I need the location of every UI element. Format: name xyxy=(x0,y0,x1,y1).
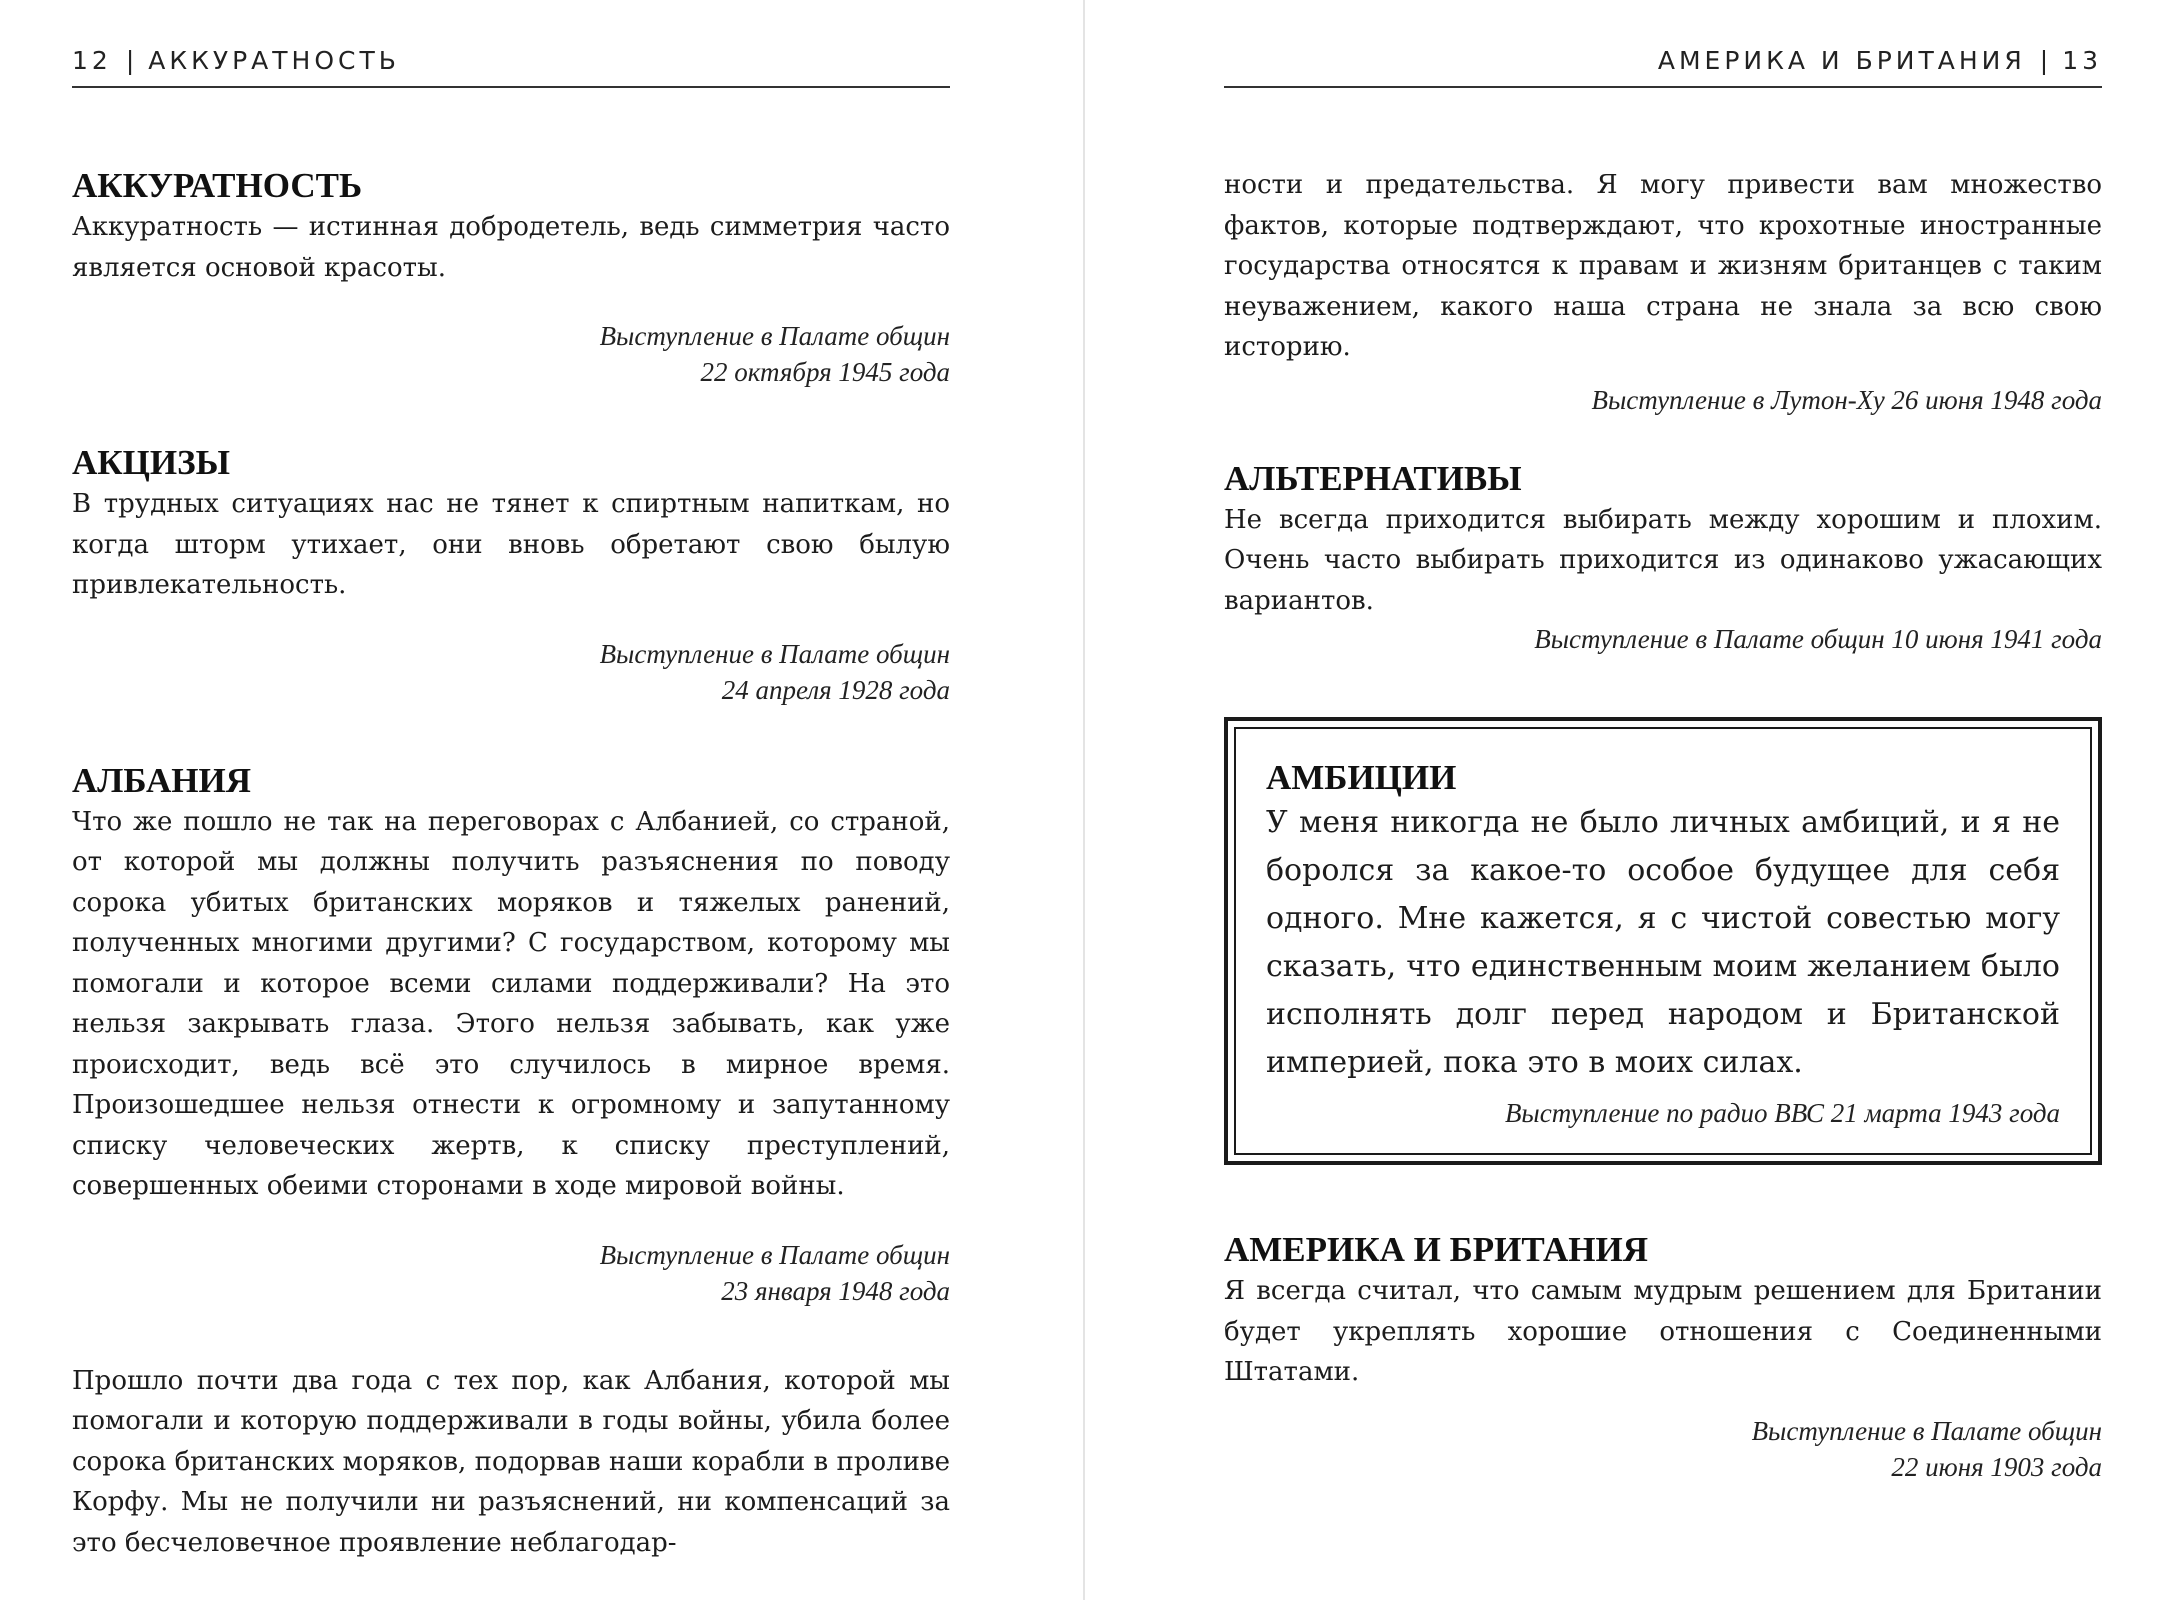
entry xyxy=(72,760,950,1309)
source-line: 22 июня 1903 года xyxy=(1891,1451,2102,1482)
entry-title: АКЦИЗЫ xyxy=(72,443,230,482)
entry xyxy=(72,165,950,390)
entry-source xyxy=(1266,1095,2060,1131)
continuation-text: Прошло почти два года с тех пор, как Албания, которой мы помогали и которую поддерживали в годы войны, убила более сорока британских моряков, подорвав наши корабли в проливе Корфу. Мы не получили ни разъяснений, ни компенсаций за это бесчеловечное проявление неблагодар- xyxy=(72,1365,950,1558)
entry-title: АМБИЦИИ xyxy=(1266,758,1457,797)
boxed-quote-inner xyxy=(1234,727,2092,1155)
header-separator: | xyxy=(2039,46,2049,75)
source-line: 23 января 1948 года xyxy=(721,1275,950,1306)
entry-source xyxy=(72,636,950,708)
entry-body: Аккуратность — истинная добродетель, ведь симметрия часто является основой красоты. xyxy=(72,212,950,283)
entry-body: ности и предательства. Я могу привести вам множество фактов, которые подтверждают, что крохотные иностранные государства относятся к правам и жизням британцев с таким неуважением, какого наша страна не знала за всю свою историю. xyxy=(1224,170,2102,362)
running-title: АККУРАТНОСТЬ xyxy=(148,46,400,75)
source-line: 24 апреля 1928 года xyxy=(721,674,950,705)
entry-body: В трудных ситуациях нас не тянет к спиртным напиткам, но когда шторм утихает, они вновь обретают свою былую привлекательность. xyxy=(72,489,950,600)
right-page-content xyxy=(1224,165,2102,1485)
entry-body: У меня никогда не было личных амбиций, и я не боролся за какое-то особое будущее для себя одного. Мне кажется, я с чистой совестью могу сказать, что единственным моим желанием было исполнять долг перед народом и Британской империей, пока это в моих силах. xyxy=(1266,805,2060,1080)
source-line: Выступление в Лутон-Ху 26 июня 1948 года xyxy=(1591,384,2102,415)
entry-title: АЛЬТЕРНАТИВЫ xyxy=(1224,458,1522,498)
running-head-left xyxy=(72,46,950,88)
page-number: 12 xyxy=(72,46,112,75)
entry-title: АККУРАТНОСТЬ xyxy=(72,166,363,205)
source-line: Выступление в Палате общин xyxy=(599,321,950,351)
page-number: 13 xyxy=(2062,46,2102,75)
source-line: Выступление в Палате общин xyxy=(599,638,950,669)
entry-body: Я всегда считал, что самым мудрым решением для Британии будет укреплять хорошие отношения с Соединенными Штатами. xyxy=(1224,1276,2102,1387)
entry-body: Не всегда приходится выбирать между хорошим и плохим. Очень часто выбирать приходится из одинаково ужасающих вариантов. xyxy=(1224,504,2102,616)
entry-source xyxy=(1224,1413,2102,1485)
left-page-content xyxy=(72,165,950,1563)
running-title: АМЕРИКА И БРИТАНИЯ xyxy=(1657,46,2026,75)
source-line: Выступление в Палате общин xyxy=(599,1239,950,1270)
entry xyxy=(72,442,950,708)
continued-entry xyxy=(1224,165,2102,418)
header-separator: | xyxy=(125,46,135,75)
boxed-quote xyxy=(1224,717,2102,1165)
right-page xyxy=(1085,0,2160,1600)
entry-title: АЛБАНИЯ xyxy=(72,760,252,800)
entry-source xyxy=(72,1237,950,1309)
entry-body: Что же пошло не так на переговорах с Албанией, со страной, от которой мы должны получить разъяснения по поводу сорока убитых британских моряков и тяжелых ранений, полученных многими другими? С государством, которому мы помогали и которое всеми силами поддерживали? На это нельзя закрывать глаза. Этого нельзя забывать, как уже происходит, ведь всё это случилось в мирное время. Произошедшее нельзя отнести к огромному и запутанному списку человеческих жертв, к списку преступлений, совершенных обеими сторонами в ходе мировой войны. xyxy=(72,806,950,1201)
source-line: Выступление по радио ВВС 21 марта 1943 года xyxy=(1504,1098,2060,1128)
entry xyxy=(1224,458,2102,658)
entry-title: АМЕРИКА И БРИТАНИЯ xyxy=(1224,1230,1648,1269)
entry xyxy=(1224,1229,2102,1485)
running-head-right xyxy=(1224,46,2102,88)
entry-source xyxy=(72,318,950,390)
source-line: Выступление в Палате общин 10 июня 1941 года xyxy=(1534,624,2102,654)
source-line: 22 октября 1945 года xyxy=(700,357,950,387)
entry-source xyxy=(1224,382,2102,418)
source-line: Выступление в Палате общин xyxy=(1751,1415,2102,1446)
entry-source xyxy=(1224,621,2102,657)
